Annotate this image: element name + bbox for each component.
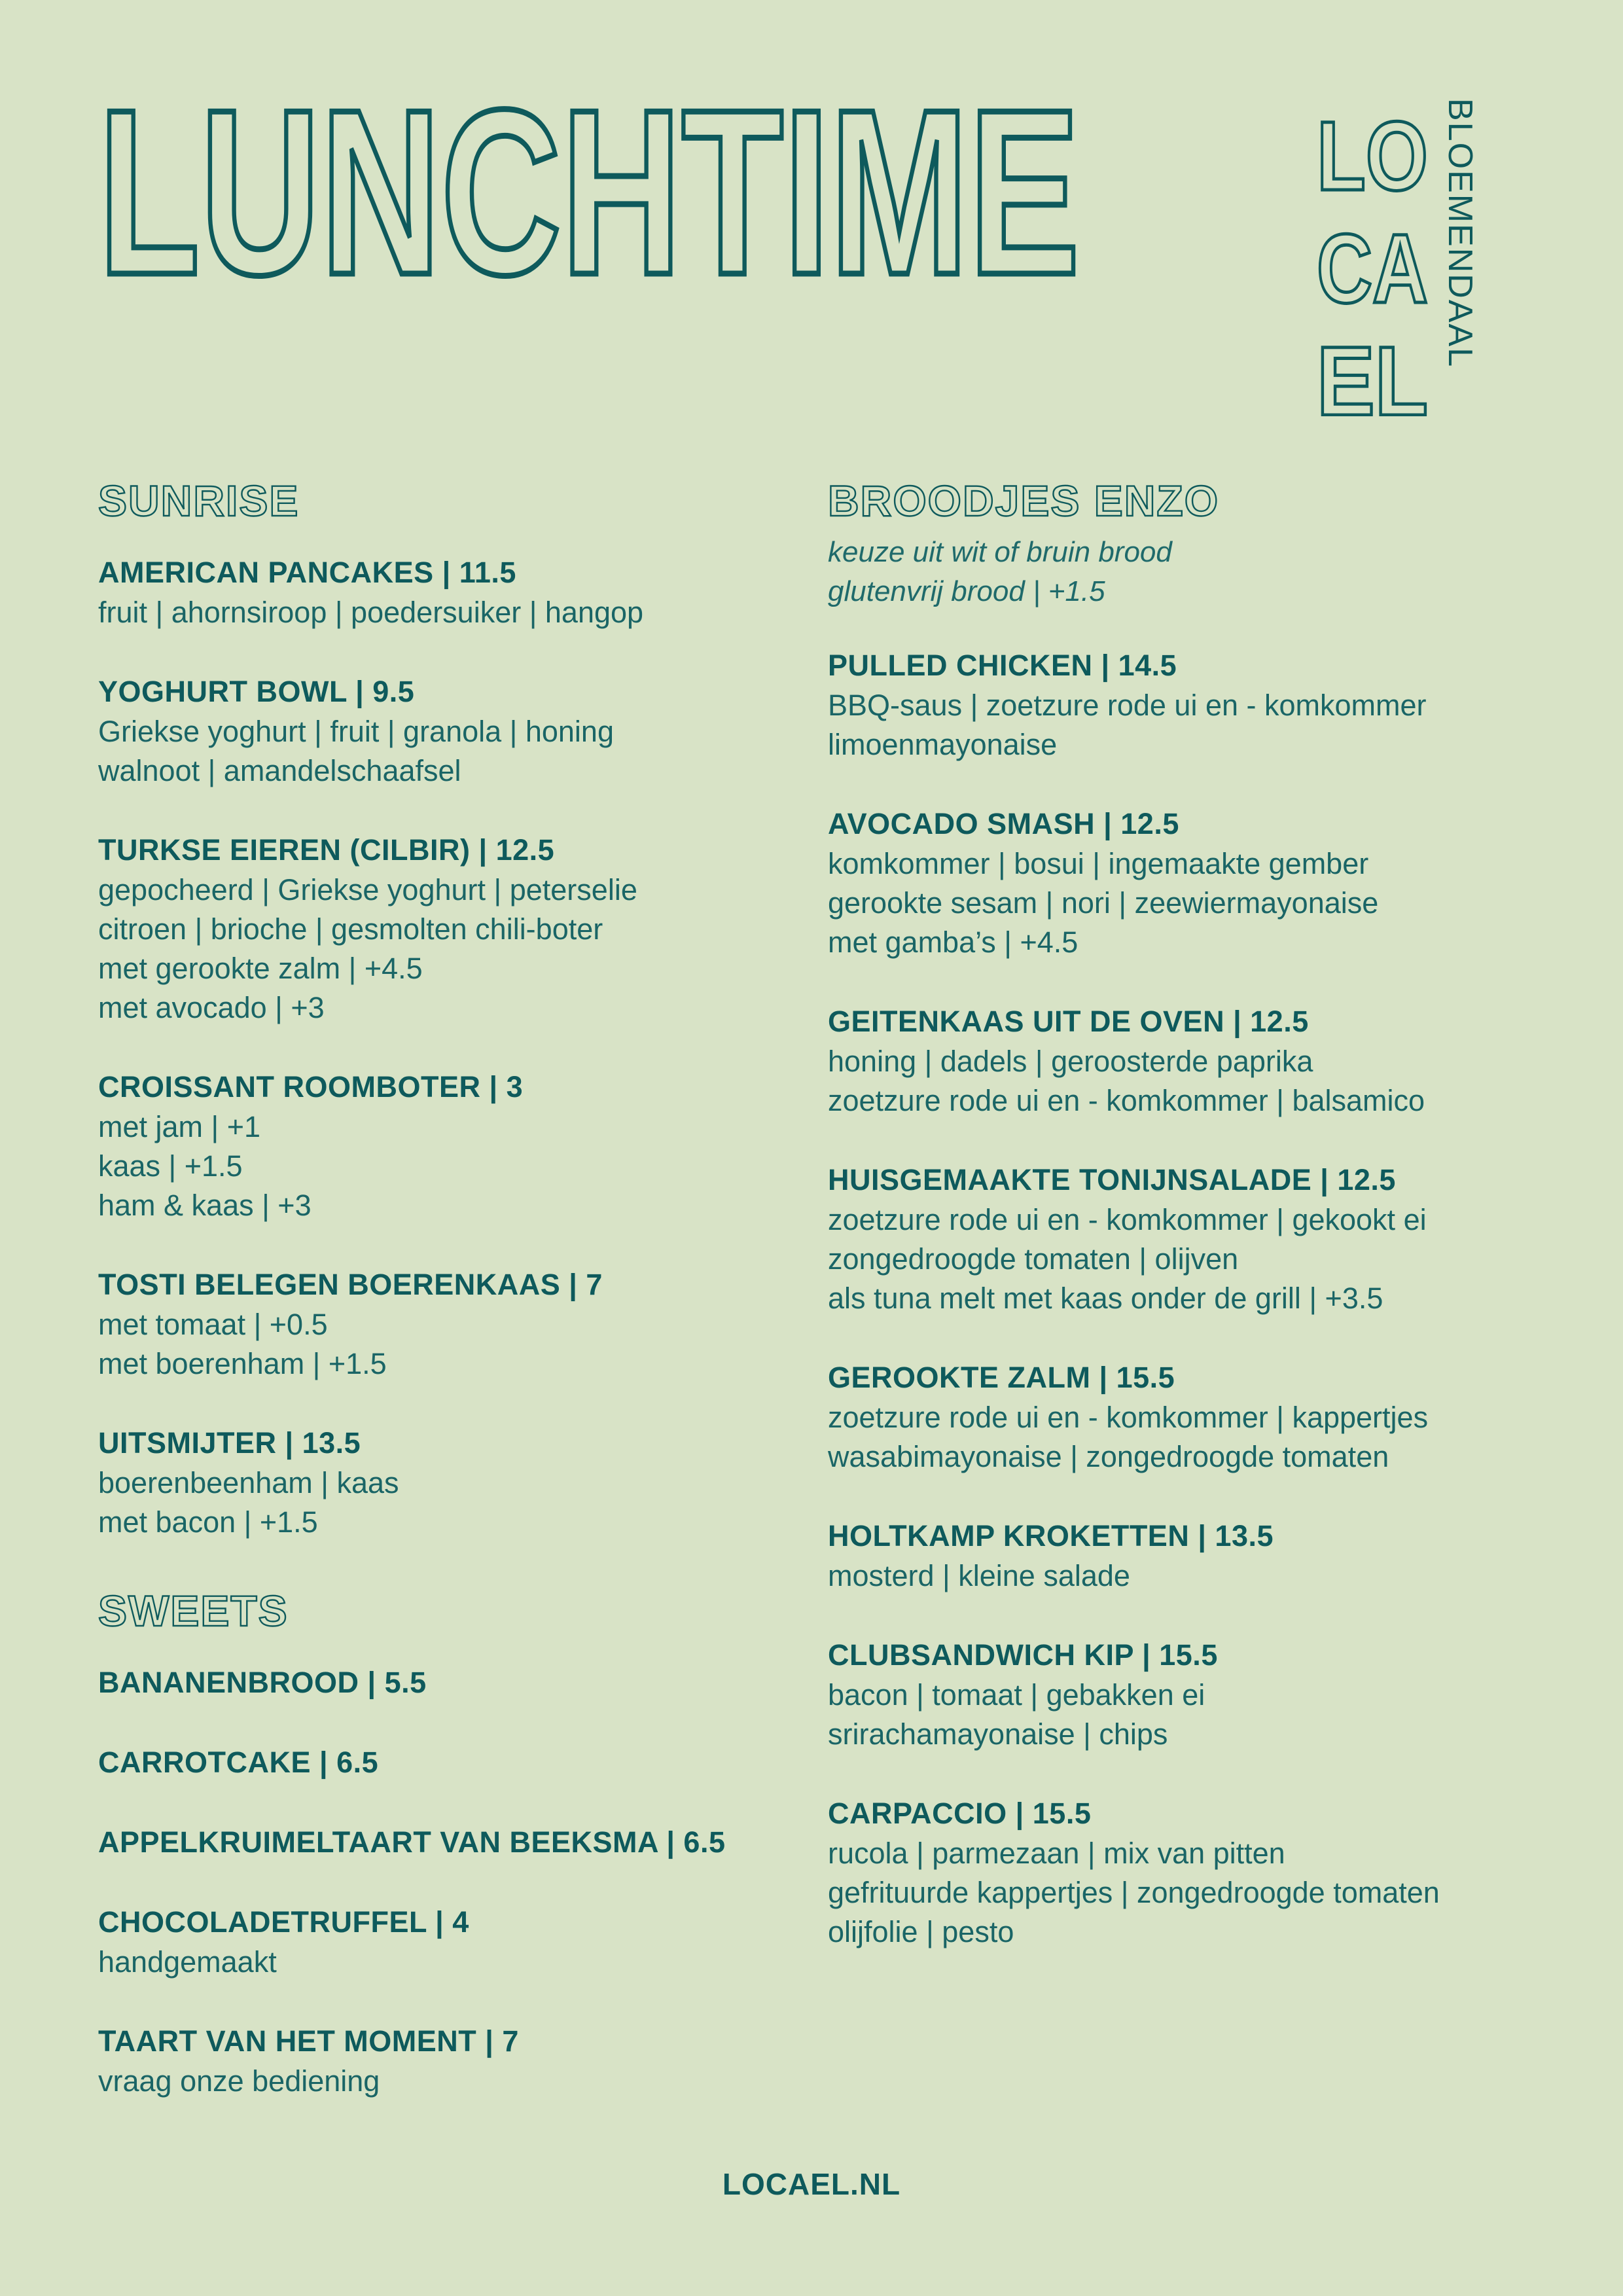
menu-item-description: wasabimayonaise | zongedroogde tomaten [828,1440,1389,1473]
website-link[interactable]: LOCAEL.NL [722,2167,901,2201]
menu-item [98,1662,779,1703]
menu-item-description: olijfolie | pesto [828,1915,1014,1948]
menu-item [98,1742,779,1783]
menu-item-description: gerookte sesam | nori | zeewiermayonaise [828,886,1379,920]
menu-item-name: PULLED CHICKEN | 14.5 [828,649,1177,682]
menu-item-description: srirachamayonaise | chips [828,1717,1168,1751]
menu-item-name: HOLTKAMP KROKETTEN | 13.5 [828,1519,1274,1552]
menu-item-name: TURKSE EIEREN (CILBIR) | 12.5 [98,833,555,867]
menu-item-description: fruit | ahornsiroop | poedersuiker | hangop [98,596,644,629]
menu-item-description: limoenmayonaise [828,728,1058,761]
intro-line: glutenvrij brood | +1.5 [828,575,1105,607]
logo-line-3: EL [1317,326,1428,416]
section-title-sunrise-lettering [98,471,300,525]
title-text: LUNCHTIME [98,98,1080,292]
location-label [1437,98,1483,416]
logo-line-1: LO [1317,101,1428,211]
menu-item-description: met gamba’s | +4.5 [828,925,1079,959]
menu-item-description: walnoot | amandelschaafsel [98,754,461,787]
menu-item-name: APPELKRUIMELTAART VAN BEEKSMA | 6.5 [98,1825,726,1859]
menu-item [828,1357,1548,1477]
sunrise-item-list [98,552,779,1542]
menu-item-description: Griekse yoghurt | fruit | granola | honing [98,715,614,748]
menu-item-name: CARPACCIO | 15.5 [828,1797,1092,1830]
menu-item-description: met gerookte zalm | +4.5 [98,952,423,985]
menu-item-description: met jam | +1 [98,1110,261,1143]
section-title-broodjes-lettering [828,471,1220,525]
menu-item-description: bacon | tomaat | gebakken ei [828,1678,1205,1712]
menu-item [828,804,1548,962]
logo-line-2: CA [1317,213,1428,323]
menu-item-description: vraag onze bediening [98,2064,380,2098]
menu-item-description: citroen | brioche | gesmolten chili-boter [98,912,603,946]
town-name: BLOEMENDAAL [1441,98,1479,368]
menu-item-name: CHOCOLADETRUFFEL | 4 [98,1905,469,1939]
menu-item-name: CLUBSANDWICH KIP | 15.5 [828,1638,1218,1672]
right-column [828,471,1548,1991]
menu-item-description: mosterd | kleine salade [828,1559,1130,1592]
page-title [98,98,1080,292]
menu-item [98,672,779,791]
menu-item-description: ham & kaas | +3 [98,1189,312,1222]
menu-item-description: gefrituurde kappertjes | zongedroogde tomaten [828,1876,1440,1909]
menu-item-name: BANANENBROOD | 5.5 [98,1666,427,1699]
section-title-sweets-text: SWEETS [98,1587,289,1635]
section-title-sunrise-text: SUNRISE [98,476,300,525]
menu-item-description: zoetzure rode ui en - komkommer | gekookt ei [828,1203,1427,1236]
menu-item [828,1793,1548,1952]
section-title-sweets-lettering [98,1581,289,1635]
menu-item-name: TAART VAN HET MOMENT | 7 [98,2024,519,2058]
menu-item [828,1635,1548,1754]
menu-item-description: met tomaat | +0.5 [98,1308,328,1341]
menu-item-description: handgemaakt [98,1945,277,1979]
section-title-broodjes-text: BROODJES ENZO [828,476,1220,525]
menu-item-name: AMERICAN PANCAKES | 11.5 [98,556,516,589]
menu-item-name: HUISGEMAAKTE TONIJNSALADE | 12.5 [828,1163,1396,1196]
menu-item-description: BBQ-saus | zoetzure rode ui en - komkommer [828,689,1427,722]
locael-logo [1317,98,1428,416]
menu-item-name: TOSTI BELEGEN BOERENKAAS | 7 [98,1268,603,1301]
title-lettering [98,98,1080,292]
menu-item [828,1160,1548,1318]
intro-line: keuze uit wit of bruin brood [828,536,1172,568]
menu-item [98,552,779,632]
menu-item [828,645,1548,764]
menu-item-description: honing | dadels | geroosterde paprika [828,1045,1313,1078]
menu-item [98,1423,779,1542]
menu-item [98,1822,779,1863]
menu-item [828,1001,1548,1121]
menu-item-description: boerenbeenham | kaas [98,1466,399,1499]
broodjes-intro [828,533,1548,611]
menu-item [98,830,779,1028]
broodjes-item-list [828,645,1548,1952]
menu-item-description: met boerenham | +1.5 [98,1347,387,1380]
menu-item-description: met bacon | +1.5 [98,1505,318,1539]
menu-item-description: zoetzure rode ui en - komkommer | kappertjes [828,1401,1429,1434]
menu-item-description: gepocheerd | Griekse yoghurt | peterselie [98,873,637,906]
menu-item [98,2021,779,2101]
sweets-item-list [98,1662,779,2101]
menu-item-name: YOGHURT BOWL | 9.5 [98,675,415,708]
section-title-broodjes [828,471,1548,524]
menu-item [828,1516,1548,1596]
menu-item-description: rucola | parmezaan | mix van pitten [828,1837,1285,1870]
menu-item-description: met avocado | +3 [98,991,325,1024]
section-title-sweets [98,1581,779,1634]
menu-item-description: zongedroogde tomaten | olijven [828,1242,1239,1276]
menu-item-description: als tuna melt met kaas onder de grill | +3.5 [828,1282,1383,1315]
logo-mark [1317,98,1428,416]
menu-item-name: AVOCADO SMASH | 12.5 [828,807,1179,840]
menu-item-name: UITSMIJTER | 13.5 [98,1426,361,1460]
menu-item-description: zoetzure rode ui en - komkommer | balsamico [828,1084,1425,1117]
menu-item [98,1067,779,1225]
menu-item-name: CROISSANT ROOMBOTER | 3 [98,1070,524,1103]
menu-item-name: GEITENKAAS UIT DE OVEN | 12.5 [828,1005,1309,1038]
left-column [98,471,779,2140]
menu-item-description: kaas | +1.5 [98,1149,243,1183]
menu-item-name: CARROTCAKE | 6.5 [98,1746,379,1779]
menu-item-name: GEROOKTE ZALM | 15.5 [828,1361,1175,1394]
menu-item [98,1902,779,1982]
menu-item-description: komkommer | bosui | ingemaakte gember [828,847,1369,880]
section-title-sunrise [98,471,779,524]
menu-item [98,1265,779,1384]
